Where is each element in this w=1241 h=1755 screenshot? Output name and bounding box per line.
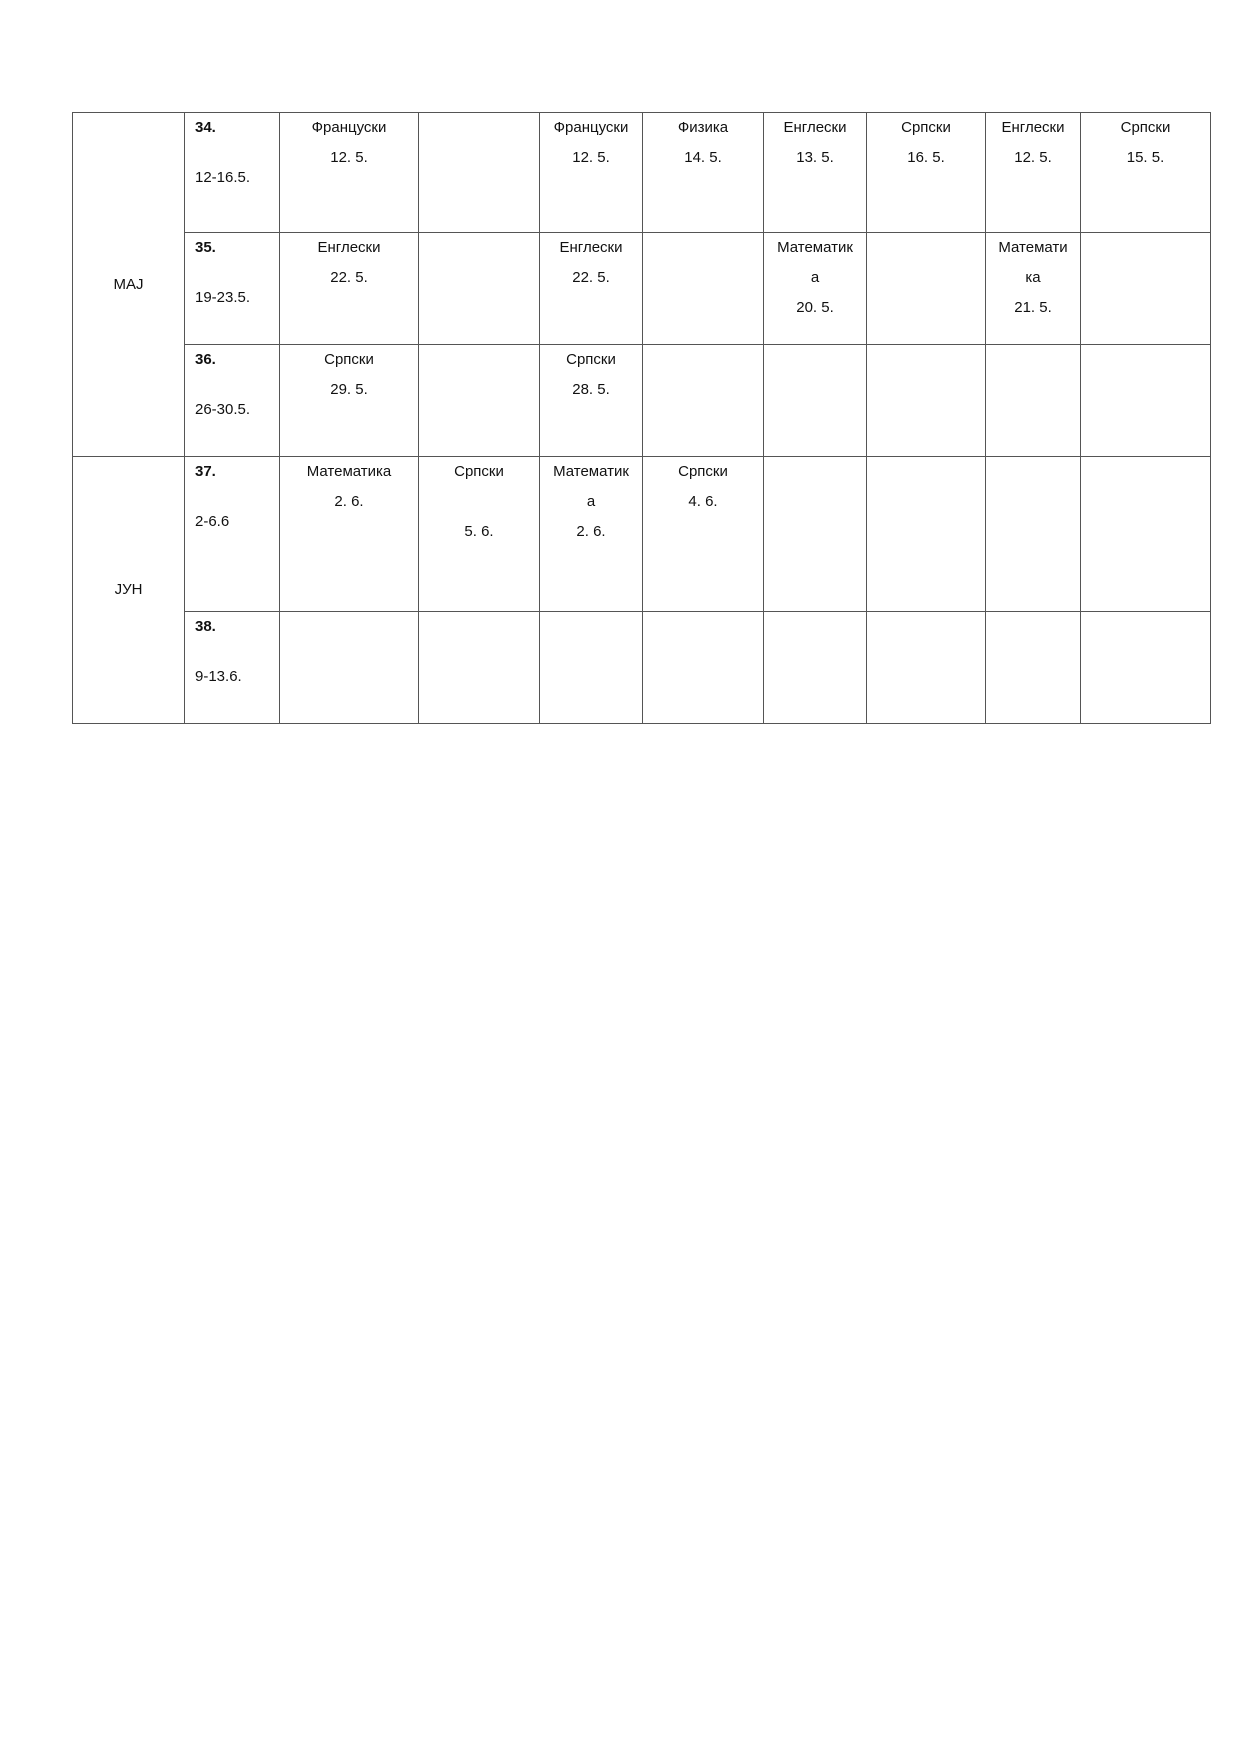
subject-cell: [419, 345, 540, 457]
exam-date: 21. 5.: [1014, 299, 1052, 316]
subject-cell: [280, 457, 419, 612]
month-cell: ЈУН: [73, 457, 185, 724]
subject-cell: [867, 113, 986, 233]
subject-cell: [1081, 345, 1211, 457]
subject-cell: [643, 113, 764, 233]
subject-name: Српски: [566, 351, 616, 368]
subject-cell: [764, 457, 867, 612]
subject-cell: [419, 233, 540, 345]
subject-cell: [280, 345, 419, 457]
exam-date: 2. 6.: [334, 493, 364, 510]
subject-name: Српски: [1120, 119, 1171, 136]
subject-name: Математи: [998, 239, 1068, 256]
exam-date: 12. 5.: [330, 149, 368, 166]
subject-cell: [280, 612, 419, 724]
exam-date: 12. 5.: [572, 149, 610, 166]
subject-cell: [1081, 113, 1211, 233]
exam-schedule-table: [72, 112, 1211, 724]
subject-name: Енглески: [1001, 119, 1065, 136]
subject-name: Математика: [306, 463, 392, 480]
subject-cell: [540, 233, 643, 345]
exam-date: 22. 5.: [330, 269, 368, 286]
subject-cell: [986, 345, 1081, 457]
week-number: 35.: [195, 239, 216, 256]
subject-cell: [986, 233, 1081, 345]
subject-cell: [419, 457, 540, 612]
week-date-range: 9-13.6.: [195, 668, 242, 685]
week-date-range: 12-16.5.: [195, 169, 251, 186]
exam-date: 22. 5.: [572, 269, 610, 286]
subject-name: Енглески: [559, 239, 623, 256]
week-row: [73, 113, 1211, 233]
subject-cell: [643, 233, 764, 345]
subject-cell: [764, 612, 867, 724]
subject-cell: [986, 457, 1081, 612]
month-cell: МАЈ: [73, 113, 185, 457]
subject-cell: [986, 113, 1081, 233]
week-cell: [185, 233, 280, 345]
subject-cell: [419, 612, 540, 724]
exam-date: 20. 5.: [796, 299, 834, 316]
week-number: 34.: [195, 119, 216, 136]
exam-date: 29. 5.: [330, 381, 368, 398]
week-date-range: 2-6.6: [195, 513, 230, 530]
subject-name: Енглески: [317, 239, 381, 256]
subject-cell: [867, 612, 986, 724]
week-number: 37.: [195, 463, 216, 480]
subject-cell: [643, 457, 764, 612]
subject-cell: [764, 113, 867, 233]
subject-cell: [867, 457, 986, 612]
week-row: [73, 612, 1211, 724]
exam-date: 2. 6.: [576, 523, 606, 540]
exam-date: 5. 6.: [464, 523, 494, 540]
week-cell: [185, 457, 280, 612]
subject-cell: [540, 612, 643, 724]
subject-name: [419, 487, 539, 517]
week-date-range: 26-30.5.: [195, 401, 251, 418]
subject-cell: [986, 612, 1081, 724]
subject-cell: [540, 345, 643, 457]
exam-date: 13. 5.: [796, 149, 834, 166]
subject-cell: [540, 113, 643, 233]
week-date-range: 19-23.5.: [195, 289, 251, 306]
subject-name: Математик: [777, 239, 853, 256]
exam-date: 28. 5.: [572, 381, 610, 398]
exam-date: 12. 5.: [1014, 149, 1052, 166]
subject-name: ка: [1025, 269, 1041, 286]
subject-cell: [1081, 457, 1211, 612]
subject-cell: [764, 233, 867, 345]
subject-cell: [1081, 612, 1211, 724]
subject-cell: [643, 345, 764, 457]
subject-name: а: [810, 269, 820, 286]
exam-date: 15. 5.: [1126, 149, 1165, 166]
subject-cell: [764, 345, 867, 457]
subject-cell: [643, 612, 764, 724]
subject-name: Енглески: [783, 119, 847, 136]
subject-name: Француски: [553, 119, 629, 136]
subject-cell: [1081, 233, 1211, 345]
subject-name: Физика: [677, 119, 729, 136]
subject-name: Српски: [678, 463, 728, 480]
week-cell: [185, 345, 280, 457]
subject-name: Француски: [311, 119, 387, 136]
week-cell: [185, 113, 280, 233]
subject-cell: [280, 233, 419, 345]
exam-date: 16. 5.: [907, 149, 945, 166]
subject-cell: [280, 113, 419, 233]
subject-name: а: [586, 493, 596, 510]
week-row: [73, 233, 1211, 345]
subject-name: Српски: [454, 463, 504, 480]
subject-cell: [540, 457, 643, 612]
subject-name: Српски: [901, 119, 951, 136]
subject-name: Српски: [324, 351, 374, 368]
week-cell: [185, 612, 280, 724]
week-number: 38.: [195, 618, 216, 635]
subject-cell: [867, 345, 986, 457]
exam-date: 4. 6.: [688, 493, 718, 510]
subject-cell: [867, 233, 986, 345]
week-row: [73, 457, 1211, 612]
exam-date: 14. 5.: [684, 149, 722, 166]
week-row: [73, 345, 1211, 457]
subject-cell: [419, 113, 540, 233]
week-number: 36.: [195, 351, 216, 368]
subject-name: Математик: [553, 463, 629, 480]
schedule-body: [73, 113, 1211, 724]
